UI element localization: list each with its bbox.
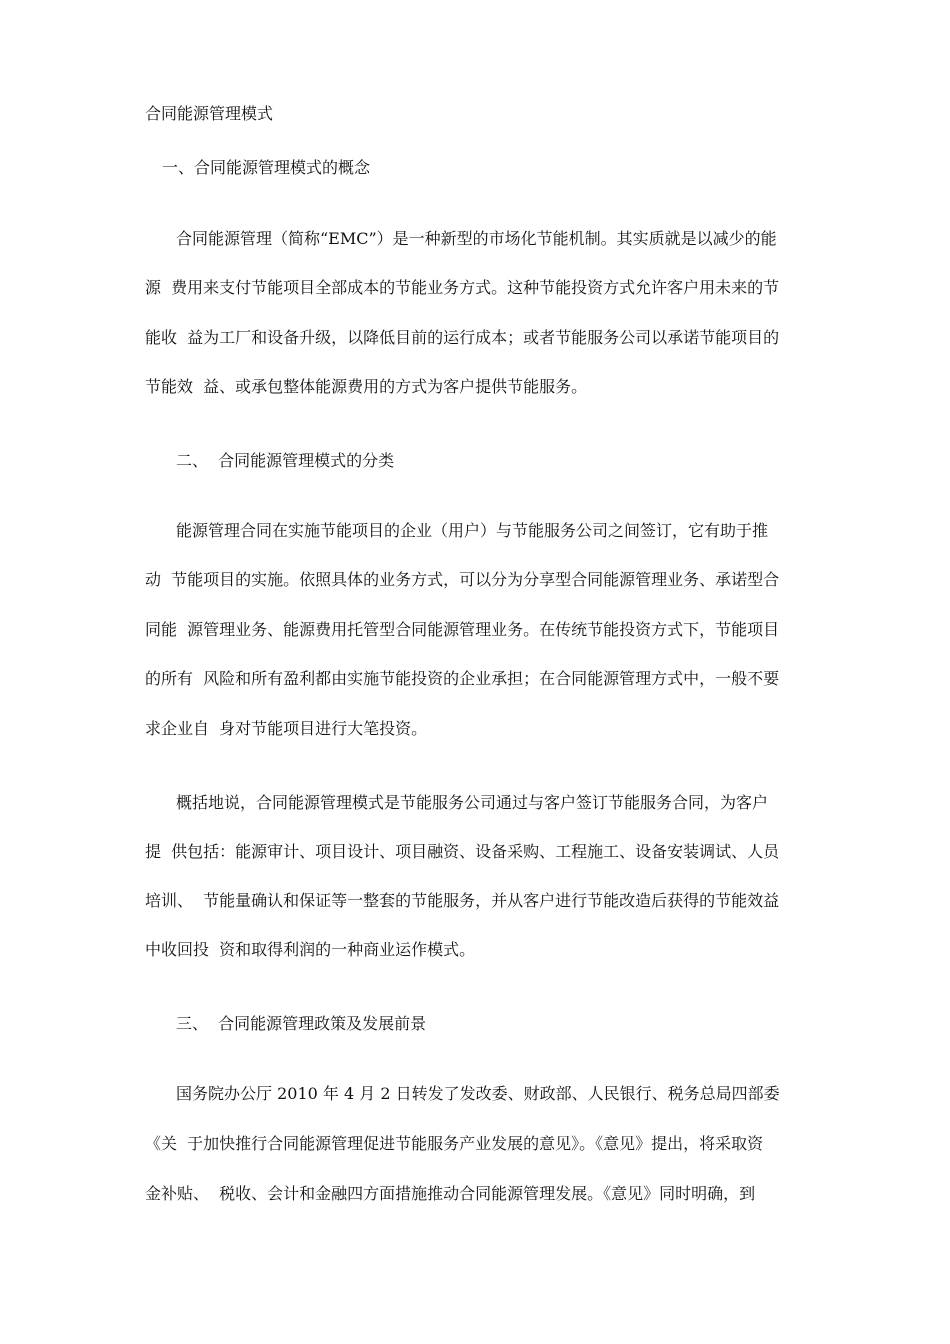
paragraph-line: 国务院办公厅 2010 年 4 月 2 日转发了发改委、财政部、人民银行、税务总局四部委 xyxy=(176,1084,780,1103)
paragraph-line: 概括地说，合同能源管理模式是节能服务公司通过与客户签订节能服务合同，为客户 xyxy=(176,793,769,812)
paragraph-line: 同能 源管理业务、能源费用托管型合同能源管理业务。在传统节能投资方式下，节能项目 xyxy=(145,620,780,639)
paragraph-line: 源 费用来支付节能项目全部成本的节能业务方式。这种节能投资方式允许客户用未来的节 xyxy=(145,278,780,297)
section-3-heading: 三、 合同能源管理政策及发展前景 xyxy=(176,1014,427,1033)
paragraph-line: 的所有 风险和所有盈利都由实施节能投资的企业承担；在合同能源管理方式中，一般不要 xyxy=(145,669,780,688)
paragraph-line: 动 节能项目的实施。依照具体的业务方式，可以分为分享型合同能源管理业务、承诺型合 xyxy=(145,570,780,589)
section-2-heading: 二、 合同能源管理模式的分类 xyxy=(176,451,395,470)
section-1-heading: 一、合同能源管理模式的概念 xyxy=(162,158,371,177)
paragraph-line: 金补贴、 税收、会计和金融四方面措施推动合同能源管理发展。《意见》同时明确，到 xyxy=(145,1184,756,1203)
paragraph-line: 中收回投 资和取得利润的一种商业运作模式。 xyxy=(145,940,476,959)
paragraph-line: 节能效 益、或承包整体能源费用的方式为客户提供节能服务。 xyxy=(145,377,588,396)
paragraph-line: 《关 于加快推行合同能源管理促进节能服务产业发展的意见》。《意见》提出，将采取资 xyxy=(145,1134,764,1153)
paragraph-line: 培训、 节能量确认和保证等一整套的节能服务，并从客户进行节能改造后获得的节能效益 xyxy=(145,891,780,910)
paragraph-line: 合同能源管理（简称“EMC”）是一种新型的市场化节能机制。其实质就是以减少的能 xyxy=(176,229,777,248)
paragraph-line: 提 供包括：能源审计、项目设计、项目融资、设备采购、工程施工、设备安装调试、人员 xyxy=(145,842,780,861)
document-title: 合同能源管理模式 xyxy=(145,104,274,123)
paragraph-line: 能收 益为工厂和设备升级，以降低目前的运行成本；或者节能服务公司以承诺节能项目的 xyxy=(145,328,780,347)
paragraph-line: 求企业自 身对节能项目进行大笔投资。 xyxy=(145,719,428,738)
paragraph-line: 能源管理合同在实施节能项目的企业（用户）与节能服务公司之间签订，它有助于推 xyxy=(176,521,769,540)
